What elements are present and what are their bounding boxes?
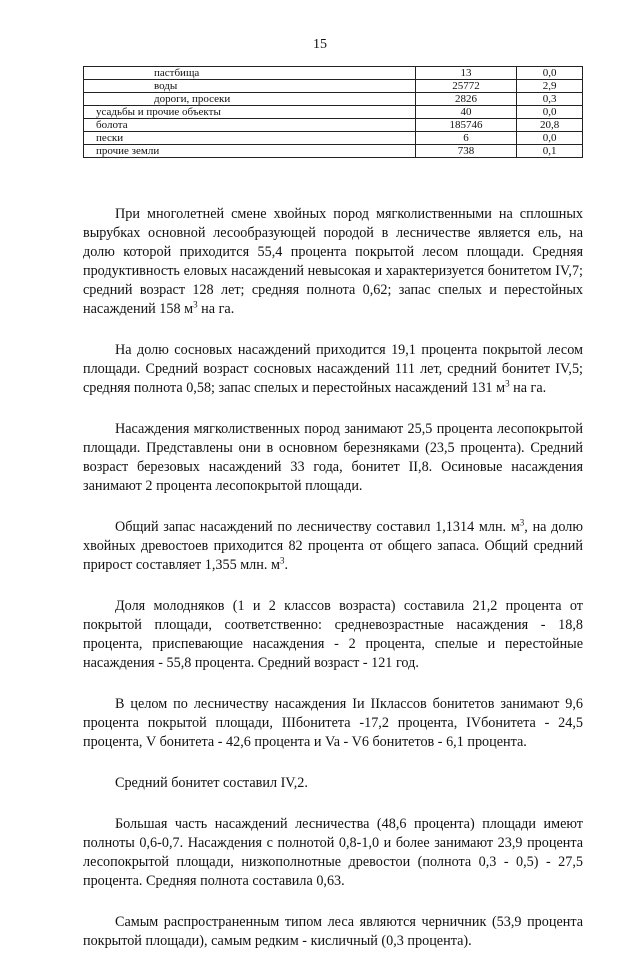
paragraph-total-stock: Общий запас насаждений по лесничеству составил 1,1314 млн. $м^3$, на долю хвойных древостоев приходится 82 процента от общего запаса. Общий средний прирост составляет 1,355 млн. $м^3$. [83, 517, 583, 573]
table-row [84, 145, 583, 158]
land-category: пастбища [84, 67, 416, 80]
land-use-table [83, 66, 583, 158]
percent-value: 2,9 [517, 80, 583, 93]
land-category: болота [84, 119, 416, 132]
area-value: 6 [415, 132, 516, 145]
page-number: 15 [313, 37, 327, 52]
paragraph-softwood: Насаждения мягколиственных пород занимают 25,5 процента лесопокрытой площади. Представлены они в основном березняками (23,5 процента). Средний возраст березовых насаждений 33 года, бонитет II,8. Осиновые насаждения занимают 2 процента лесопокрытой площади. [83, 421, 583, 494]
paragraph-forest-type: Самым распространенным типом леса являются черничник (53,9 процента покрытой площади), самым редким - кисличный (0,3 процента). [83, 914, 583, 949]
percent-value: 0,0 [517, 132, 583, 145]
paragraph-pine: На долю сосновых насаждений приходится 19,1 процента покрытой лесом площади. Средний возраст сосновых насаждений 111 лет, средний бонитет IV,5; средняя полнота 0,58; запас спелых и перестойных насаждений 131 $м^3$ на га. [83, 342, 583, 396]
area-value: 40 [415, 106, 516, 119]
paragraph-average-bonitet: Средний бонитет составил IV,2. [115, 775, 308, 791]
body-text [83, 205, 583, 973]
percent-value: 0,3 [517, 93, 583, 106]
area-value: 2826 [415, 93, 516, 106]
area-value: 25772 [415, 80, 516, 93]
table-row [84, 93, 583, 106]
land-category: воды [84, 80, 416, 93]
table-row [84, 67, 583, 80]
percent-value: 20,8 [517, 119, 583, 132]
table-row [84, 106, 583, 119]
land-category: усадьбы и прочие объекты [84, 106, 416, 119]
percent-value: 0,1 [517, 145, 583, 158]
area-value: 13 [415, 67, 516, 80]
percent-value: 0,0 [517, 106, 583, 119]
land-category: пески [84, 132, 416, 145]
table-row [84, 132, 583, 145]
paragraph-density: Большая часть насаждений лесничества (48,6 процента) площади имеют полноты 0,6-0,7. Насаждения с полнотой 0,8-1,0 и более занимают 23,9 процента лесопокрытой площади, низкополнотные древостои (полнота 0,3 - 0,5) - 27,5 процента. Средняя полнота составила 0,63. [83, 816, 583, 889]
table-row [84, 80, 583, 93]
table-row [84, 119, 583, 132]
paragraph-bonitet-classes: В целом по лесничеству насаждения Iи IIклассов бонитетов занимают 9,6 процента покрытой площади, IIIбонитета -17,2 процента, IVбонитета - 24,5 процента, V бонитета - 42,6 процента и Va - V6 бонитетов - 6,1 процента. [83, 696, 583, 750]
land-category: дороги, просеки [84, 93, 416, 106]
area-value: 738 [415, 145, 516, 158]
area-value: 185746 [415, 119, 516, 132]
percent-value: 0,0 [517, 67, 583, 80]
land-category: прочие земли [84, 145, 416, 158]
paragraph-spruce: При многолетней смене хвойных пород мягколиственными на сплошных вырубках основной лесообразующей породой в лесничестве является ель, на долю которой приходится 55,4 процента покрытой лесом площади. Средняя продуктивность еловых насаждений невысокая и характеризуется бонитетом IV,7; средний возраст 128 лет; средняя полнота 0,62; запас спелых и перестойных насаждений 158 $м^3$ на га. [83, 206, 583, 317]
paragraph-age-classes: Доля молодняков (1 и 2 классов возраста) составила 21,2 процента от покрытой площади, соответственно: средневозрастные насаждения - 18,8 процента, приспевающие насаждения - 2 процента, спелые и перестойные насаждения - 55,8 процента. Средний возраст - 121 год. [83, 598, 583, 671]
